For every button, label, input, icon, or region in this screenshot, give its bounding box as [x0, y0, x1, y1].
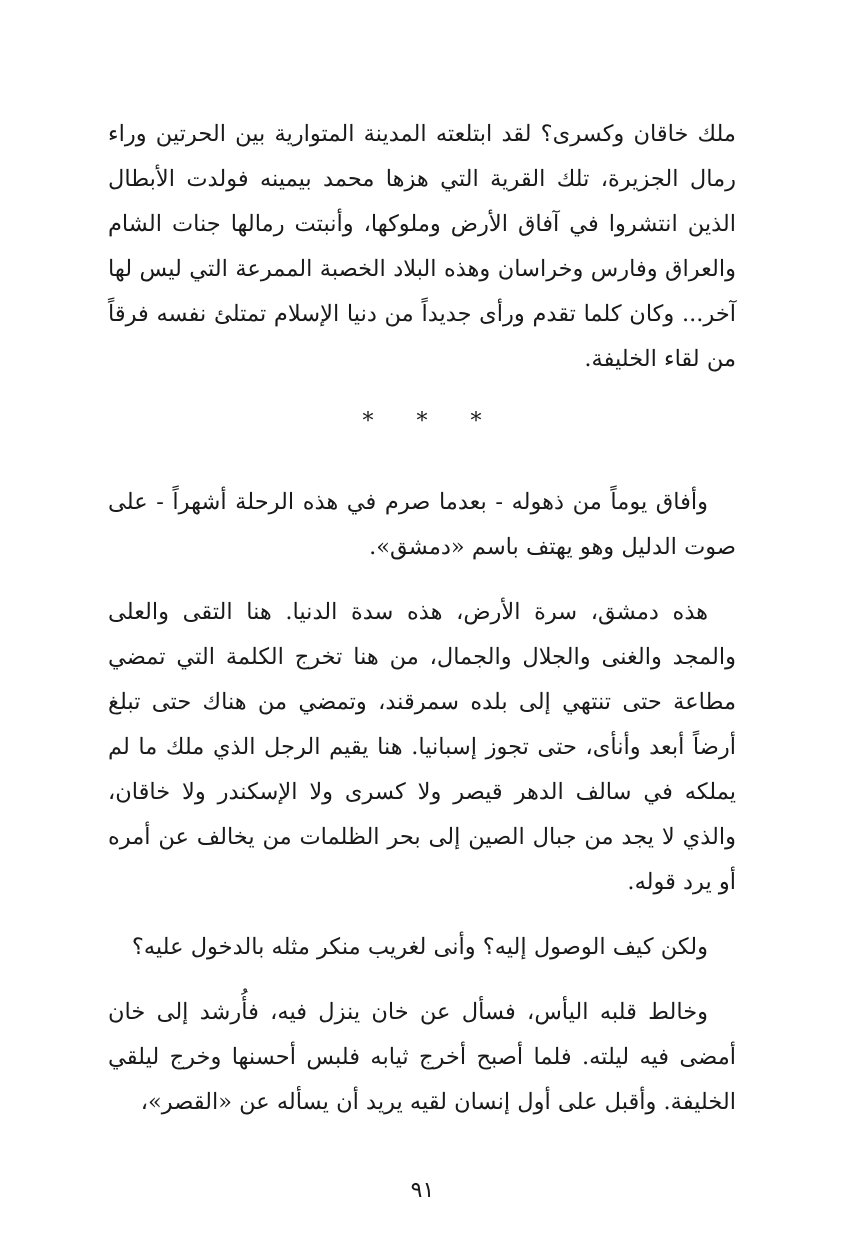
paragraph-1: ملك خاقان وكسرى؟ لقد ابتلعته المدينة المتوارية بين الحرتين وراء رمال الجزيرة، تلك القرية التي هزها محمد بيمينه فولدت الأبطال الذين انتشروا في آفاق الأرض وملوكها، وأنبتت رمالها جنات الشام والعراق وفارس وخراسان وهذه البلاد الخصبة الممرعة التي ليس لها آخر... وكان كلما تقدم ورأى جديداً من دنيا الإسلام تمتلئ نفسه فرقاً من لقاء الخليفة.: [108, 121, 736, 372]
page-body: [108, 112, 736, 1125]
page-number: ٩١: [410, 1178, 435, 1203]
paragraph-4: ولكن كيف الوصول إليه؟ وأنى لغريب منكر مثله بالدخول عليه؟: [131, 934, 708, 960]
section-divider: * * *: [362, 409, 500, 434]
paragraph-5: وخالط قلبه اليأس، فسأل عن خان ينزل فيه، فأُرشد إلى خان أمضى فيه ليلته. فلما أصبح أخرج ثيابه فلبس أحسنها وخرج ليلقي الخليفة. وأقبل على أول إنسان لقيه يريد أن يسأله عن «القصر»،: [108, 999, 736, 1115]
paragraph-2: وأفاق يوماً من ذهوله - بعدما صرم في هذه الرحلة أشهراً - على صوت الدليل وهو يهتف باسم «دمشق».: [108, 489, 736, 560]
paragraph-3: هذه دمشق، سرة الأرض، هذه سدة الدنيا. هنا التقى والعلى والمجد والغنى والجلال والجمال، من هنا تخرج الكلمة التي تمضي مطاعة حتى تنتهي إلى بلده سمرقند، وتمضي من هناك حتى تبلغ أرضاً أبعد وأنأى، حتى تجوز إسبانيا. هنا يقيم الرجل الذي ملك ما لم يملكه في سالف الدهر قيصر ولا كسرى ولا الإسكندر ولا خاقان، والذي لا يجد من جبال الصين إلى بحر الظلمات من يخالف عن أمره أو يرد قوله.: [108, 599, 736, 895]
